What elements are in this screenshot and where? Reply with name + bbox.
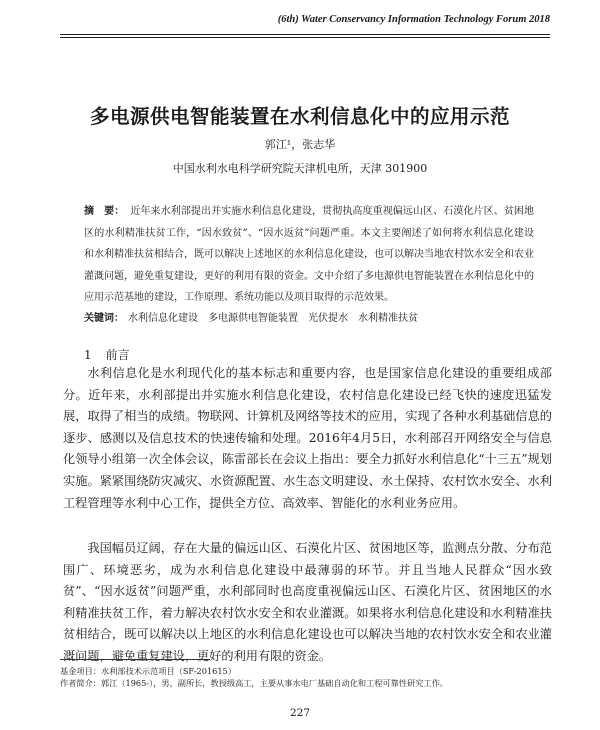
abstract xyxy=(84,201,534,309)
section-heading xyxy=(84,346,130,363)
footnote-author-bio: 作者简介：郭江（1965-），男，副所长，教授级高工，主要从事水电厂基础自动化和工程可靠性研究工作。 xyxy=(60,678,448,688)
running-header: (6th) Water Conservancy Information Technology Forum 2018 xyxy=(277,14,550,25)
footnote-funding: 基金项目：水利部技术示范项目（SF-201615） xyxy=(60,666,236,676)
section-title: 前言 xyxy=(105,348,130,362)
header-rule xyxy=(60,34,550,38)
section-number: 1 xyxy=(84,348,92,362)
keywords xyxy=(84,311,534,327)
abstract-text: 近年来水利部提出并实施水利信息化建设，贯彻执高度重视偏远山区、石漠化片区、贫困地区的水利精准扶贫工作，“因水致贫”、“因水返贫”问题严重。本文主要阐述了如何将水利信息化建设和水利精准扶贫相结合，既可以解决上述地区的水利信息化建设，也可以解决当地农村饮水安全和农业灌溉问题，避免重复建设，更好的利用有限的资金。文中介绍了多电源供电智能装置在水利信息化中的应用示范基地的建设，工作原理、系统功能以及项目取得的示范效果。 xyxy=(84,206,535,303)
body-paragraph-2: 我国幅员辽阔，存在大量的偏远山区、石漠化片区、贫困地区等，监测点分散、分布范围广、环境恶劣，成为水利信息化建设中最薄弱的环节。并且当地人民群众“因水致贫”、“因水返贫”问题严重，水利部同时也高度重视偏远山区、石漠化片区、贫困地区的水利精准扶贫工作，着力解决农村饮水安全和农业灌溉。如果将水利信息化建设和水利精准扶贫相结合，既可以解决以上地区的水利信息化建设也可以解决当地的农村饮水安全和农业灌溉问题，避免重复建设，更好的利用有限的资金。 xyxy=(63,541,552,663)
paper-title: 多电源供电智能装置在水利信息化中的应用示范 xyxy=(89,105,510,128)
footnote-rule xyxy=(60,659,210,660)
authors: 郭江¹，张志华 xyxy=(264,138,336,151)
keywords-label: 关键词： xyxy=(84,313,124,324)
page-number: 227 xyxy=(289,707,311,719)
body-paragraph-1: 水利信息化是水利现代化的基本标志和重要内容，也是国家信息化建设的重要组成部分。近年来，水利部提出并实施水利信息化建设，农村信息化建设已经飞快的速度迅猛发展，取得了相当的成绩。物联网、计算机及网络等技术的应用，实现了各种水利基础信息的逐步、感测以及信息技术的快速传输和处理。2016年4月5日，水利部召开网络安全与信息化领导小组第一次全体会议，陈雷部长在会议上指出：要全力抓好水利信息化“十三五”规划实施。紧紧围绕防灾减灾、水资源配置、水生态文明建设、水土保持、农村饮水安全、水利工程管理等水利中心工作，提供全方位、高效率、智能化的水利业务应用。 xyxy=(63,366,552,510)
affiliation: 中国水利水电科学研究院天津机电所，天津 301900 xyxy=(172,162,428,175)
keywords-text: 水利信息化建设 多电源供电智能装置 光伏提水 水利精准扶贫 xyxy=(128,313,418,324)
abstract-label: 摘 要： xyxy=(84,206,125,217)
